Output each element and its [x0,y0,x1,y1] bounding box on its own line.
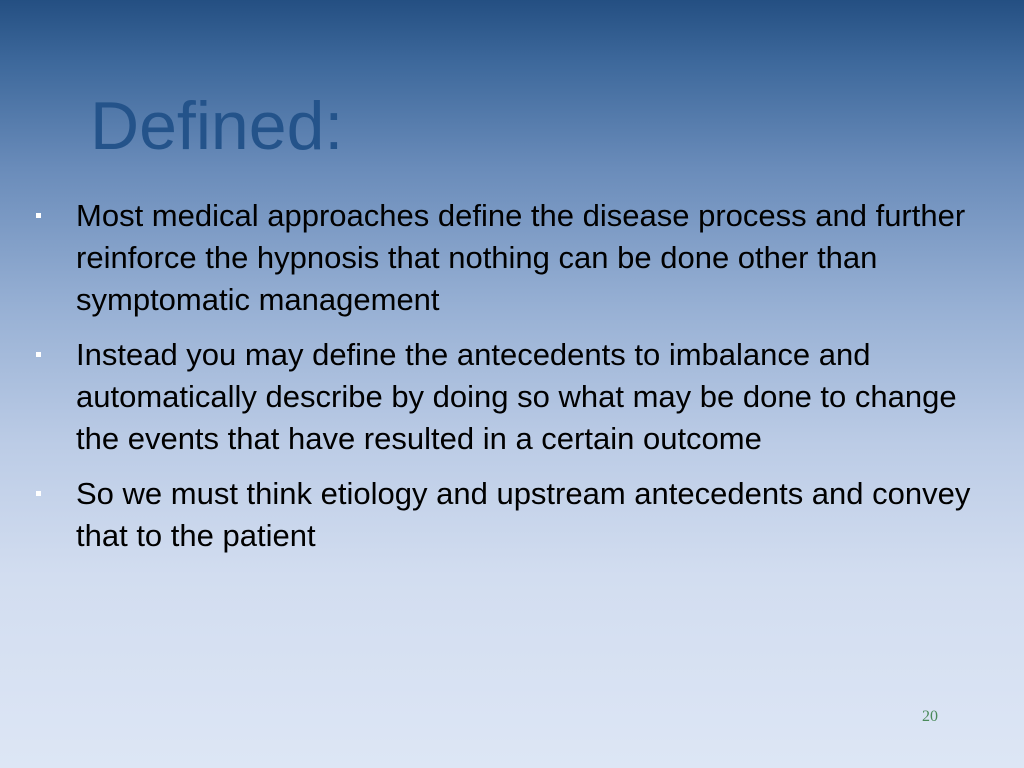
bullet-item [33,334,993,460]
bullet-list [33,195,993,570]
bullet-text: So we must think etiology and upstream antecedents and convey that to the patient [76,476,971,553]
bullet-marker-icon [36,352,41,357]
bullet-marker-icon [36,491,41,496]
bullet-item [33,195,993,321]
page-number: 20 [922,708,938,725]
bullet-text: Instead you may define the antecedents to imbalance and automatically describe by doing so what may be done to change the events that have resulted in a certain outcome [76,337,957,456]
bullet-marker-icon [36,213,41,218]
bullet-text: Most medical approaches define the disease process and further reinforce the hypnosis that nothing can be done other than symptomatic management [76,198,966,317]
bullet-item [33,473,993,557]
slide-title: Defined: [90,88,344,164]
